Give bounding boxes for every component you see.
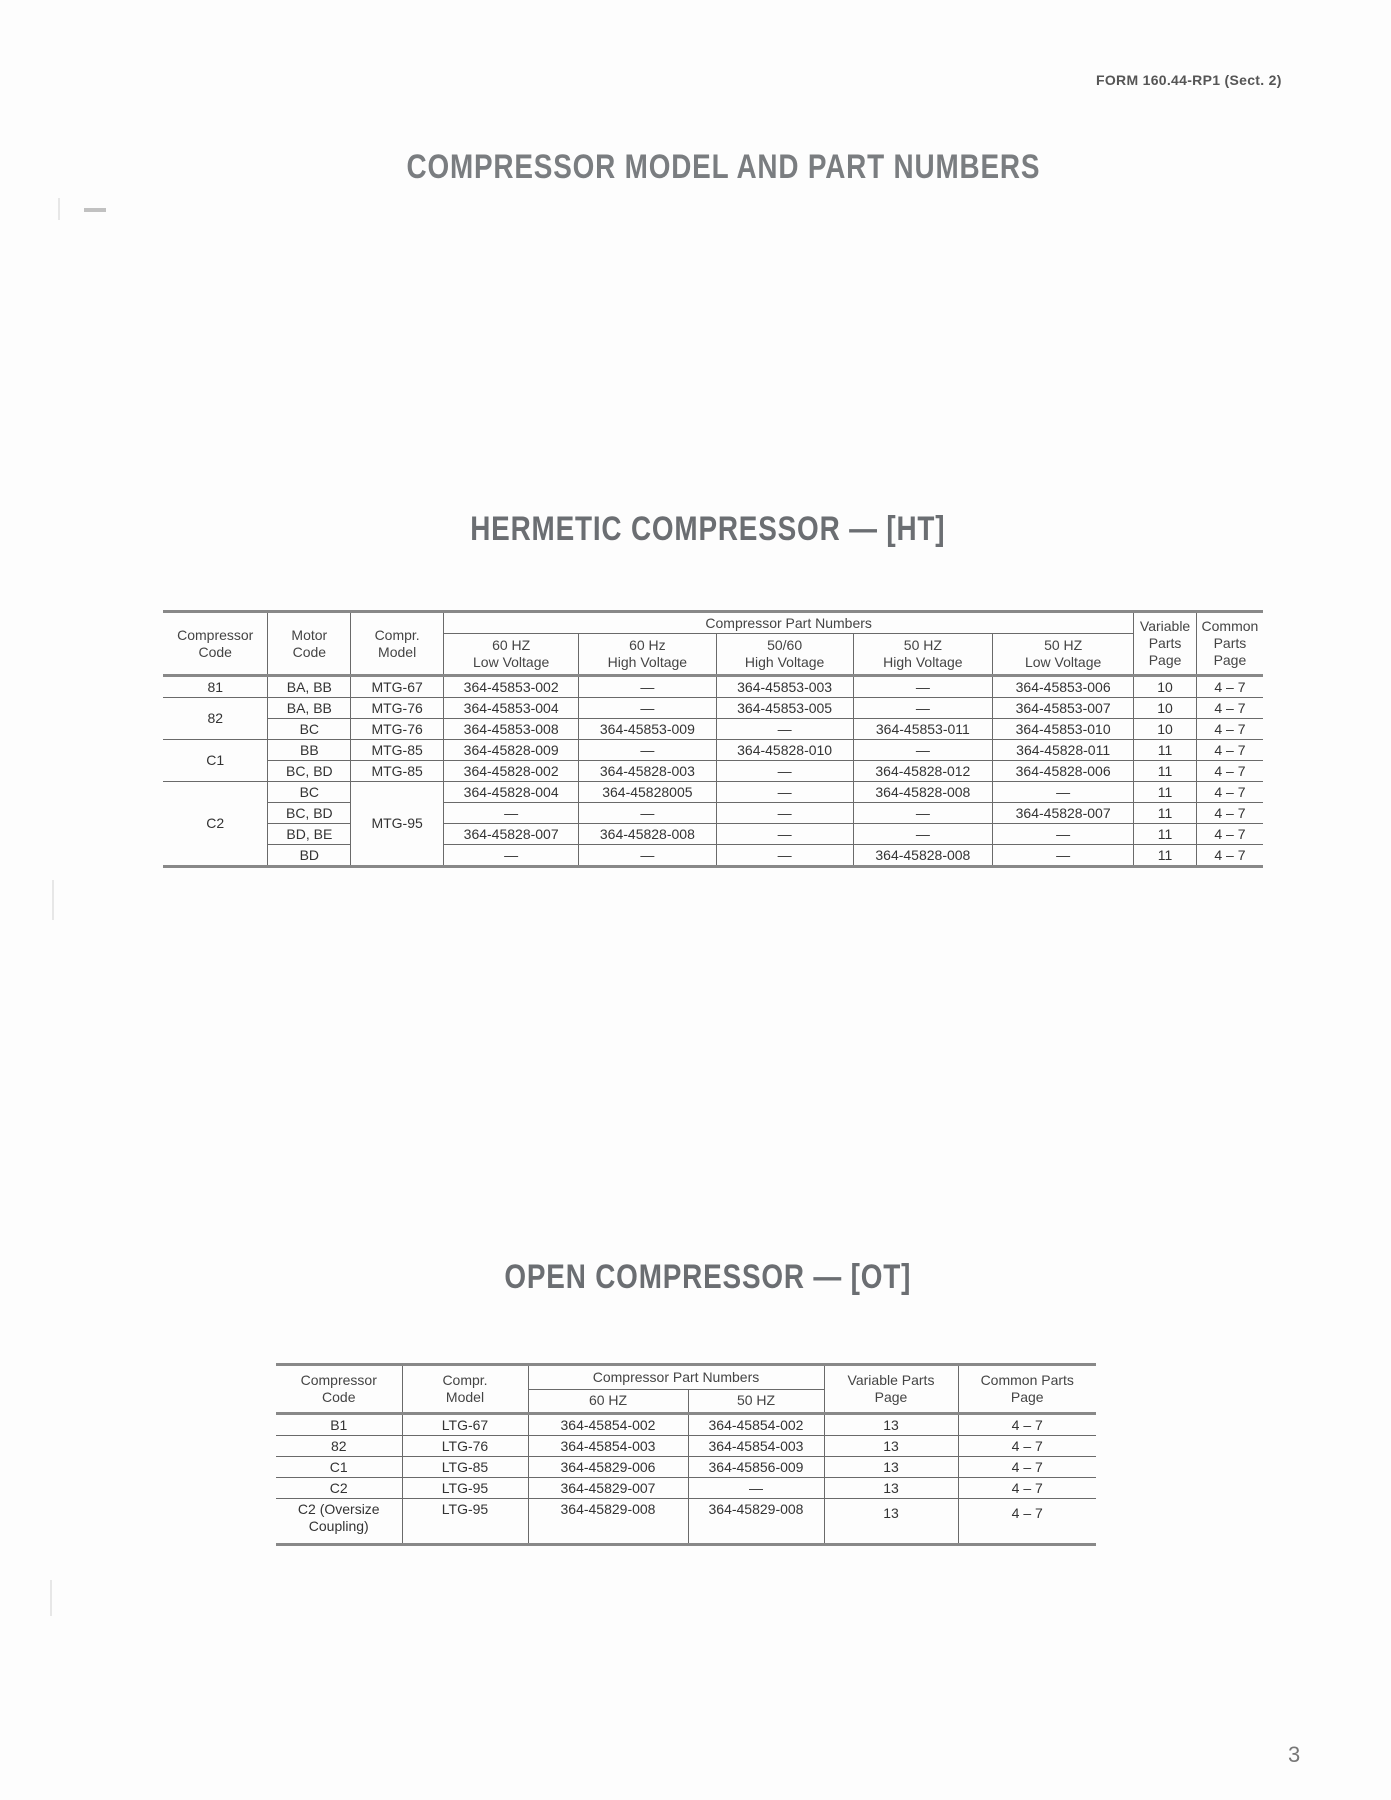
header-line: 60 Hz (629, 637, 666, 653)
variable-parts-page: 10 (1134, 719, 1197, 740)
part-50hz-high: 364-45853-011 (853, 719, 992, 740)
part-5060-high: — (716, 761, 853, 782)
variable-parts-page: 13 (824, 1478, 958, 1499)
motor-code: BC (268, 719, 351, 740)
part-50hz-high: 364-45828-012 (853, 761, 992, 782)
table-row (163, 719, 1263, 740)
hermetic-compressor-table (163, 610, 1263, 868)
part-60hz-low: 364-45853-008 (444, 719, 579, 740)
part-60hz: 364-45829-007 (528, 1478, 688, 1499)
common-parts-page: 4 – 7 (958, 1457, 1096, 1478)
header-line: 50 HZ (903, 637, 942, 653)
motor-code: BB (268, 740, 351, 761)
header-line: High Voltage (607, 654, 688, 670)
motor-code: BC, BD (268, 803, 351, 824)
variable-parts-page: 11 (1134, 824, 1197, 845)
part-5060-high: 364-45828-010 (716, 740, 853, 761)
variable-parts-page: 13 (824, 1499, 958, 1545)
part-50hz: 364-45829-008 (688, 1499, 824, 1545)
header-line: Code (322, 1389, 356, 1405)
table-row (276, 1457, 1096, 1478)
header-60hz-low (444, 634, 579, 676)
compr-model: LTG-85 (402, 1457, 528, 1478)
part-5060-high: — (716, 719, 853, 740)
table-row (163, 740, 1263, 761)
scan-mark (84, 208, 106, 212)
header-compr-model (351, 612, 444, 676)
header-line: Variable (1139, 618, 1191, 634)
common-parts-page: 4 – 7 (1196, 740, 1263, 761)
header-line: 60 HZ (492, 637, 531, 653)
header-line: Compressor (177, 626, 254, 643)
table-row (163, 803, 1263, 824)
common-parts-page: 4 – 7 (1196, 782, 1263, 803)
part-60hz: 364-45829-008 (528, 1499, 688, 1545)
header-variable-parts (1134, 612, 1197, 676)
compressor-code: C1 (276, 1457, 402, 1478)
compr-model: MTG-85 (351, 740, 444, 761)
header-line: Low Voltage (473, 654, 550, 670)
part-50hz-low: 364-45828-006 (993, 761, 1134, 782)
part-50hz-low: 364-45853-007 (993, 698, 1134, 719)
header-5060-high (716, 634, 853, 676)
motor-code: BA, BB (268, 698, 351, 719)
header-line: Common Parts (980, 1372, 1074, 1388)
table-row (276, 1436, 1096, 1457)
compressor-code: 82 (163, 698, 268, 740)
common-parts-page: 4 – 7 (958, 1478, 1096, 1499)
header-50hz-low (993, 634, 1134, 676)
part-60hz-low: 364-45828-002 (444, 761, 579, 782)
header-variable-parts (824, 1365, 958, 1414)
table-row (276, 1414, 1096, 1436)
compressor-code: 81 (163, 676, 268, 698)
header-line: Page (1148, 652, 1182, 668)
scan-mark (50, 1580, 52, 1616)
header-line: Low Voltage (1024, 654, 1102, 670)
open-section-title: OPEN COMPRESSOR — [OT] (504, 1258, 912, 1296)
hermetic-section-title: HERMETIC COMPRESSOR — [HT] (470, 510, 946, 548)
part-60hz-high: 364-45828005 (579, 782, 716, 803)
part-50hz-high: 364-45828-008 (853, 845, 992, 867)
part-5060-high: 364-45853-003 (716, 676, 853, 698)
common-parts-page: 4 – 7 (958, 1499, 1096, 1545)
scan-mark (58, 198, 60, 220)
code-line: Coupling) (308, 1518, 369, 1534)
part-60hz-low: 364-45828-009 (444, 740, 579, 761)
compr-model: MTG-76 (351, 719, 444, 740)
table-row (163, 676, 1263, 698)
header-line: Page (874, 1389, 908, 1405)
table-row (163, 824, 1263, 845)
header-60hz-high (579, 634, 716, 676)
part-50hz-low: — (993, 824, 1134, 845)
header-line: Motor (291, 626, 328, 643)
part-60hz-high: 364-45828-008 (579, 824, 716, 845)
part-60hz-high: 364-45853-009 (579, 719, 716, 740)
header-line: Model (378, 643, 417, 660)
part-5060-high: — (716, 845, 853, 867)
part-50hz-high: — (853, 740, 992, 761)
header-part-numbers-group: Compressor Part Numbers (444, 612, 1134, 634)
part-50hz-high: — (853, 824, 992, 845)
part-5060-high: — (716, 803, 853, 824)
compr-model: LTG-95 (402, 1499, 528, 1545)
table-row (163, 782, 1263, 803)
part-60hz-high: — (579, 676, 716, 698)
common-parts-page: 4 – 7 (958, 1414, 1096, 1436)
header-line: Page (1213, 652, 1247, 668)
header-line: Code (292, 643, 327, 660)
variable-parts-page: 13 (824, 1414, 958, 1436)
table-row (163, 698, 1263, 719)
part-60hz-low: — (444, 803, 579, 824)
part-50hz-high: — (853, 698, 992, 719)
common-parts-page: 4 – 7 (1196, 761, 1263, 782)
part-5060-high: — (716, 782, 853, 803)
compressor-code: C1 (163, 740, 268, 782)
compressor-code: C2 (163, 782, 268, 867)
variable-parts-page: 10 (1134, 698, 1197, 719)
header-line: Code (198, 643, 232, 660)
common-parts-page: 4 – 7 (1196, 719, 1263, 740)
variable-parts-page: 13 (824, 1457, 958, 1478)
part-60hz-low: 364-45828-007 (444, 824, 579, 845)
header-line: Variable Parts (847, 1372, 935, 1388)
header-line: Model (445, 1389, 485, 1405)
header-line: Compressor (300, 1372, 377, 1388)
part-50hz-low: 364-45853-010 (993, 719, 1134, 740)
part-60hz-high: 364-45828-003 (579, 761, 716, 782)
variable-parts-page: 11 (1134, 782, 1197, 803)
page-number: 3 (1288, 1742, 1301, 1767)
header-line: High Voltage (883, 654, 963, 670)
page-title: COMPRESSOR MODEL AND PART NUMBERS (406, 148, 1041, 186)
motor-code: BA, BB (268, 676, 351, 698)
part-50hz: 364-45854-002 (688, 1414, 824, 1436)
part-5060-high: — (716, 824, 853, 845)
compr-model: LTG-95 (402, 1478, 528, 1499)
common-parts-page: 4 – 7 (1196, 845, 1263, 867)
part-5060-high: 364-45853-005 (716, 698, 853, 719)
motor-code: BD, BE (268, 824, 351, 845)
part-50hz-high: 364-45828-008 (853, 782, 992, 803)
part-50hz-high: — (853, 803, 992, 824)
compr-model: LTG-67 (402, 1414, 528, 1436)
part-60hz-high: — (579, 803, 716, 824)
part-50hz-low: — (993, 782, 1134, 803)
header-line: Common (1201, 618, 1259, 634)
header-part-numbers-group: Compressor Part Numbers (528, 1365, 824, 1390)
motor-code: BD (268, 845, 351, 867)
code-line: C2 (Oversize (297, 1501, 380, 1517)
header-line: Parts (1148, 635, 1182, 651)
compr-model: MTG-95 (351, 782, 444, 867)
part-60hz: 364-45854-003 (528, 1436, 688, 1457)
part-60hz-high: — (579, 740, 716, 761)
open-compressor-table (276, 1363, 1096, 1546)
variable-parts-page: 11 (1134, 803, 1197, 824)
variable-parts-page: 11 (1134, 761, 1197, 782)
variable-parts-page: 10 (1134, 676, 1197, 698)
part-50hz-low: 364-45828-011 (993, 740, 1134, 761)
common-parts-page: 4 – 7 (958, 1436, 1096, 1457)
common-parts-page: 4 – 7 (1196, 803, 1263, 824)
header-line: High Voltage (744, 654, 825, 670)
header-line: Parts (1213, 635, 1247, 651)
part-50hz-low: 364-45853-006 (993, 676, 1134, 698)
compr-model: LTG-76 (402, 1436, 528, 1457)
variable-parts-page: 11 (1134, 740, 1197, 761)
compressor-code (276, 1499, 402, 1545)
table-row (163, 845, 1263, 867)
compressor-code: B1 (276, 1414, 402, 1436)
part-50hz-high: — (853, 676, 992, 698)
variable-parts-page: 11 (1134, 845, 1197, 867)
compr-model: MTG-67 (351, 676, 444, 698)
part-50hz: 364-45854-003 (688, 1436, 824, 1457)
compr-model: MTG-76 (351, 698, 444, 719)
part-60hz-low: 364-45853-002 (444, 676, 579, 698)
header-common-parts (1196, 612, 1263, 676)
part-60hz-low: 364-45853-004 (444, 698, 579, 719)
part-60hz-high: — (579, 845, 716, 867)
header-common-parts (958, 1365, 1096, 1414)
motor-code: BC (268, 782, 351, 803)
header-compressor-code (163, 612, 268, 676)
header-line: 50/60 (767, 637, 803, 653)
part-50hz: — (688, 1478, 824, 1499)
part-60hz-high: — (579, 698, 716, 719)
header-motor-code (268, 612, 351, 676)
motor-code: BC, BD (268, 761, 351, 782)
part-50hz: 364-45856-009 (688, 1457, 824, 1478)
form-number: FORM 160.44-RP1 (Sect. 2) (1096, 72, 1282, 88)
compressor-code: C2 (276, 1478, 402, 1499)
part-60hz: 364-45854-002 (528, 1414, 688, 1436)
table-row (276, 1478, 1096, 1499)
table-row (163, 761, 1263, 782)
header-50hz-high (853, 634, 992, 676)
part-50hz-low: — (993, 845, 1134, 867)
header-line: Page (1010, 1389, 1044, 1405)
common-parts-page: 4 – 7 (1196, 824, 1263, 845)
part-50hz-low: 364-45828-007 (993, 803, 1134, 824)
header-60hz: 60 HZ (528, 1389, 688, 1414)
common-parts-page: 4 – 7 (1196, 698, 1263, 719)
header-50hz: 50 HZ (688, 1389, 824, 1414)
scan-mark (52, 880, 54, 920)
header-compr-model (402, 1365, 528, 1414)
compr-model: MTG-85 (351, 761, 444, 782)
common-parts-page: 4 – 7 (1196, 676, 1263, 698)
header-line: Compr. (374, 626, 420, 643)
header-line: 50 HZ (1044, 637, 1083, 653)
variable-parts-page: 13 (824, 1436, 958, 1457)
compressor-code: 82 (276, 1436, 402, 1457)
part-60hz-low: 364-45828-004 (444, 782, 579, 803)
header-line: Compr. (442, 1372, 488, 1388)
part-60hz: 364-45829-006 (528, 1457, 688, 1478)
header-compressor-code (276, 1365, 402, 1414)
table-row (276, 1499, 1096, 1545)
part-60hz-low: — (444, 845, 579, 867)
